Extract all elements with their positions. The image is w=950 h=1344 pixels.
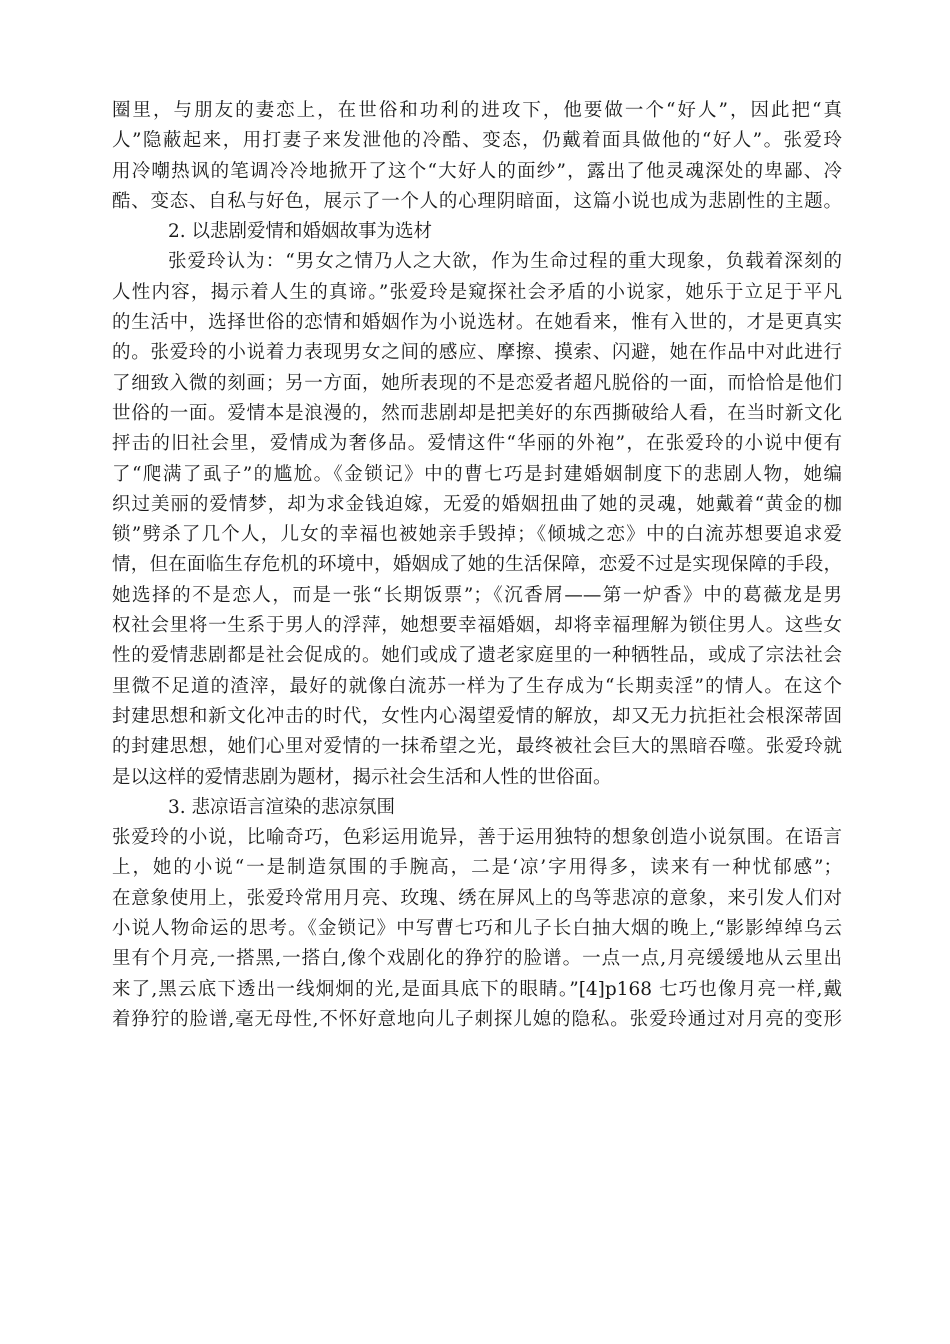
text-line: 的封建思想，她们心里对爱情的一抹希望之光，最终被社会巨大的黑暗吞噬。张爱玲就 (112, 736, 842, 758)
text-line: 的生活中，选择世俗的恋情和婚姻作为小说选材。在她看来，惟有入世的，才是更真实 (112, 312, 842, 334)
text-line: 张爱玲的小说，比喻奇巧，色彩运用诡异，善于运用独特的想象创造小说氛围。在语言 (112, 827, 842, 849)
text-line: 锁”劈杀了几个人，儿女的幸福也被她亲手毁掉；《倾城之恋》中的白流苏想要追求爱 (112, 524, 842, 546)
text-line: 她选择的不是恋人，而是一张“长期饭票”；《沉香屑——第一炉香》中的葛薇龙是男 (112, 584, 842, 606)
text-line: 圈里，与朋友的妻恋上，在世俗和功利的进攻下，他要做一个“好人”，因此把“真 (112, 100, 842, 121)
document-page (112, 96, 842, 1035)
text-line: 上，她的小说“一是制造氛围的手腕高，二是‘凉’字用得多，读来有一种忧郁感”； (112, 857, 842, 879)
text-line: 了细致入微的刻画；另一方面，她所表现的不是恋爱者超凡脱俗的一面，而恰恰是他们 (112, 372, 842, 394)
text-line: 性的爱情悲剧都是社会促成的。她们或成了遗老家庭里的一种牺牲品，或成了宗法社会 (112, 645, 842, 667)
text-line: 酷、变态、自私与好色，展示了一个人的心理阴暗面，这篇小说也成为悲剧性的主题。 (112, 190, 842, 212)
text-line: 人”隐蔽起来，用打妻子来发泄他的冷酷、变态，仍戴着面具做他的“好人”。张爱玲 (112, 130, 842, 152)
text-line: 权社会里将一生系于男人的浮萍，她想要幸福婚姻，却将幸福理解为锁住男人。这些女 (112, 615, 842, 637)
text-line: 小说人物命运的思考。《金锁记》中写曹七巧和儿子长白抽大烟的晚上,“影影绰绰乌云 (112, 918, 842, 940)
text-line: 着狰狞的脸谱,毫无母性,不怀好意地向儿子刺探儿媳的隐私。张爱玲通过对月亮的变形 (112, 1008, 842, 1030)
text-line: 抨击的旧社会里，爱情成为奢侈品。爱情这件“华丽的外袍”，在张爱玲的小说中便有 (112, 433, 842, 455)
text-line: 织过美丽的爱情梦，却为求金钱迫嫁，无爱的婚姻扭曲了她的灵魂，她戴着“黄金的枷 (112, 493, 842, 515)
section-heading: 2. 以悲剧爱情和婚姻故事为选材 (168, 221, 433, 243)
text-line: 的。张爱玲的小说着力表现男女之间的感应、摩擦、摸索、闪避，她在作品中对此进行 (112, 342, 842, 364)
text-line: 在意象使用上，张爱玲常用月亮、玫瑰、绣在屏风上的鸟等悲凉的意象，来引发人们对 (112, 887, 842, 909)
text-line: 来了,黑云底下透出一线炯炯的光,是面具底下的眼睛。”[4]p168 七巧也像月亮一样,戴 (112, 978, 842, 1000)
text-line: 里微不足道的渣滓，最好的就像白流苏一样为了生存成为“长期卖淫”的情人。在这个 (112, 675, 842, 697)
section-heading: 3. 悲凉语言渲染的悲凉氛围 (168, 796, 396, 818)
text-line: 人性内容，揭示着人生的真谛。”张爱玲是窥探社会矛盾的小说家，她乐于立足于平凡 (112, 281, 842, 303)
text-line: 张爱玲认为：“男女之情乃人之大欲，作为生命过程的重大现象，负载着深刻的 (168, 251, 842, 273)
text-line: 情，但在面临生存危机的环境中，婚姻成了她的生活保障，恋爱不过是实现保障的手段， (112, 554, 842, 576)
text-line: 封建思想和新文化冲击的时代，女性内心渴望爱情的解放，却又无力抗拒社会根深蒂固 (112, 705, 842, 727)
text-line: 世俗的一面。爱情本是浪漫的，然而悲剧却是把美好的东西撕破给人看，在当时新文化 (112, 402, 842, 424)
text-line: 用冷嘲热讽的笔调冷冷地掀开了这个“大好人的面纱”，露出了他灵魂深处的卑鄙、冷 (112, 160, 842, 182)
text-line: 里有个月亮,一搭黑,一搭白,像个戏剧化的狰狞的脸谱。一点一点,月亮缓缓地从云里出 (112, 948, 842, 970)
text-line: 了“爬满了虱子”的尴尬。《金锁记》中的曹七巧是封建婚姻制度下的悲剧人物，她编 (112, 463, 842, 485)
text-line: 是以这样的爱情悲剧为题材，揭示社会生活和人性的世俗面。 (112, 766, 612, 788)
